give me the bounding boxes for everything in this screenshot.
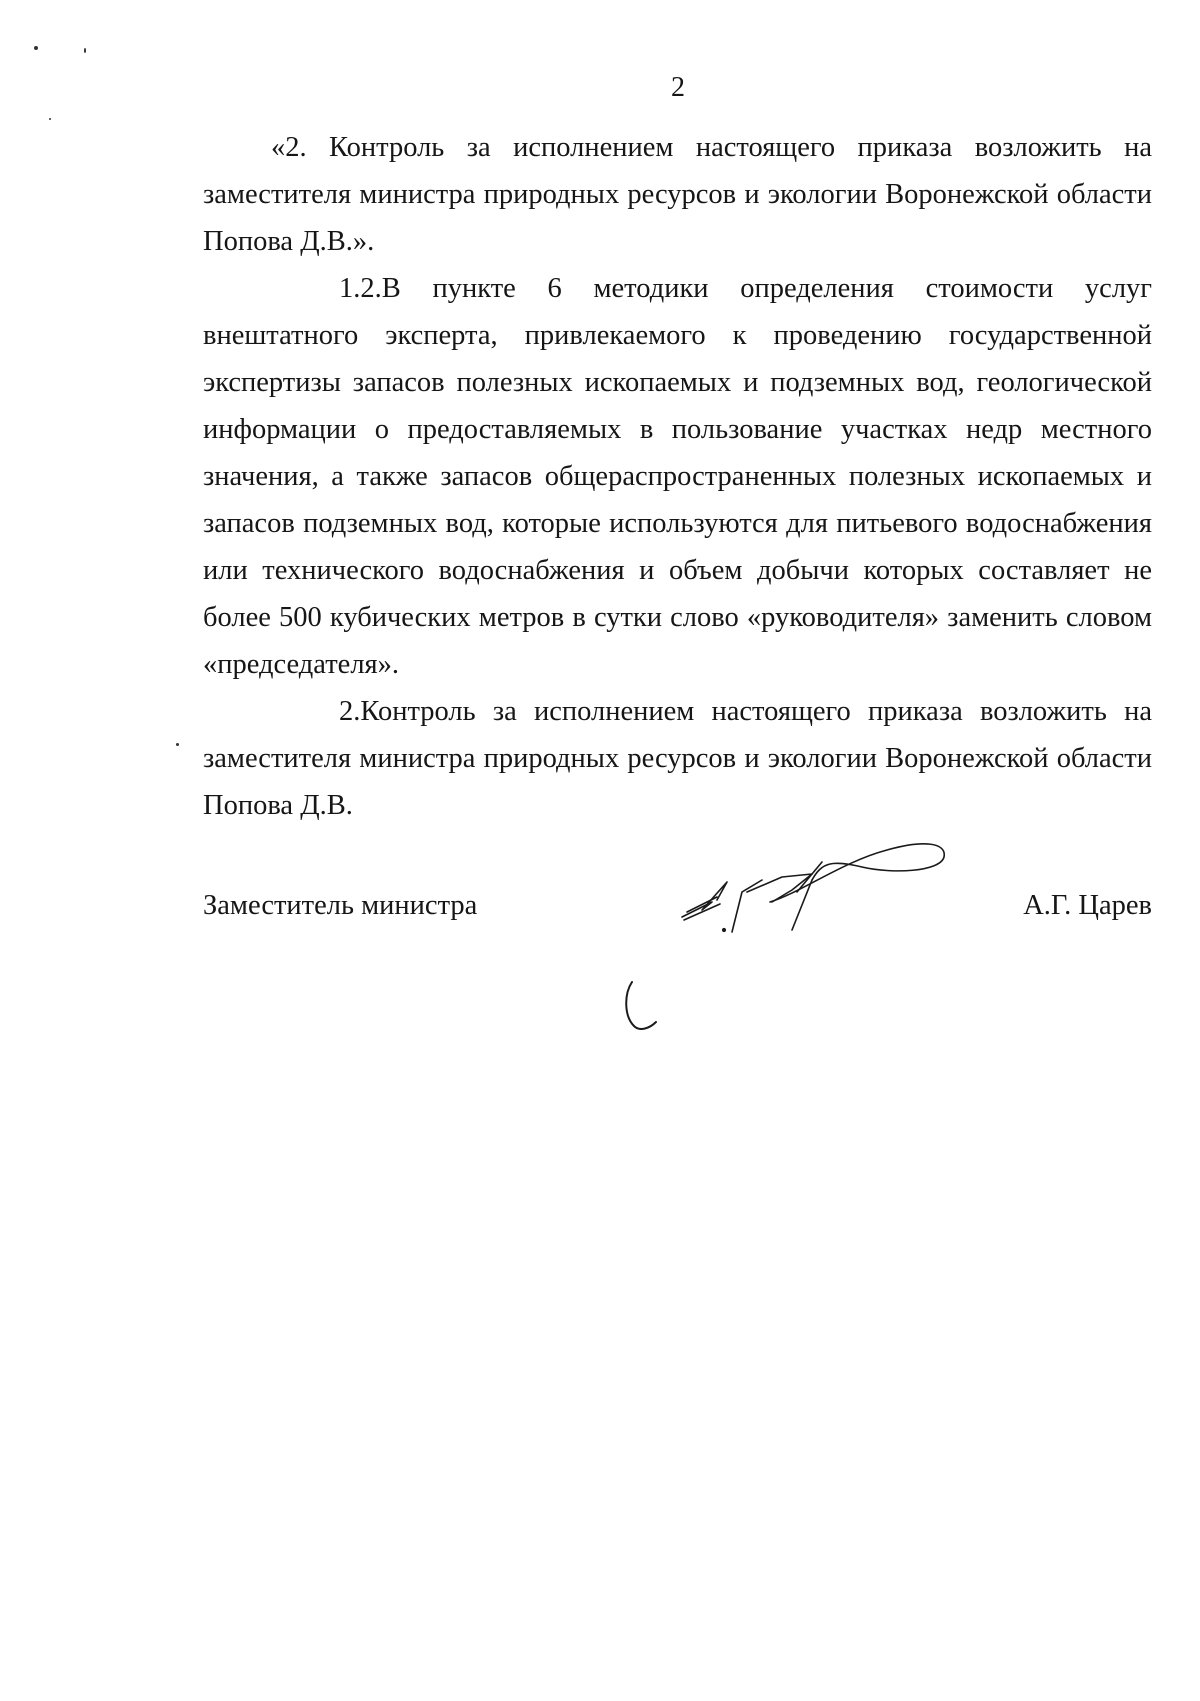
paragraph-text: «2. Контроль за исполнением настоящего приказа возложить на заместителя министра природных ресурсов и экологии Воронежской области Попова Д.В.». xyxy=(203,132,1152,257)
paragraph-text: Контроль за исполнением настоящего приказа возложить на заместителя министра природных ресурсов и экологии Воронежской области Попова Д.В. xyxy=(203,696,1152,821)
signatory-name: А.Г. Царев xyxy=(1023,890,1152,921)
paragraph-text: В пункте 6 методики определения стоимости услуг внештатного эксперта, привлекаемого к проведению государственной экспертизы запасов полезных ископаемых и подземных вод, геологической информации о предоставляемых в пользование участках недр местного значения, а также запасов общераспространенных полезных ископаемых и запасов подземных вод, которые используются для питьевого водоснабжения или технического водоснабжения и объем добычи которых составляет не более 500 кубических метров в сутки слово «руководителя» заменить словом «председателя». xyxy=(203,273,1152,680)
page-number: 2 xyxy=(671,72,685,103)
document-body xyxy=(203,124,1152,829)
scan-speck xyxy=(34,46,38,50)
handwritten-signature xyxy=(672,822,962,952)
paragraph-1-2 xyxy=(203,265,1152,688)
signatory-position: Заместитель министра xyxy=(203,890,478,921)
paragraph-number: 2. xyxy=(339,696,361,727)
paragraph-number: 1.2. xyxy=(339,273,382,304)
paragraph-2 xyxy=(203,688,1152,829)
scan-speck xyxy=(176,743,179,746)
scan-speck xyxy=(84,48,86,53)
paragraph-quoted-control xyxy=(203,124,1152,265)
handwritten-mark xyxy=(622,978,672,1034)
scan-speck xyxy=(49,118,51,120)
